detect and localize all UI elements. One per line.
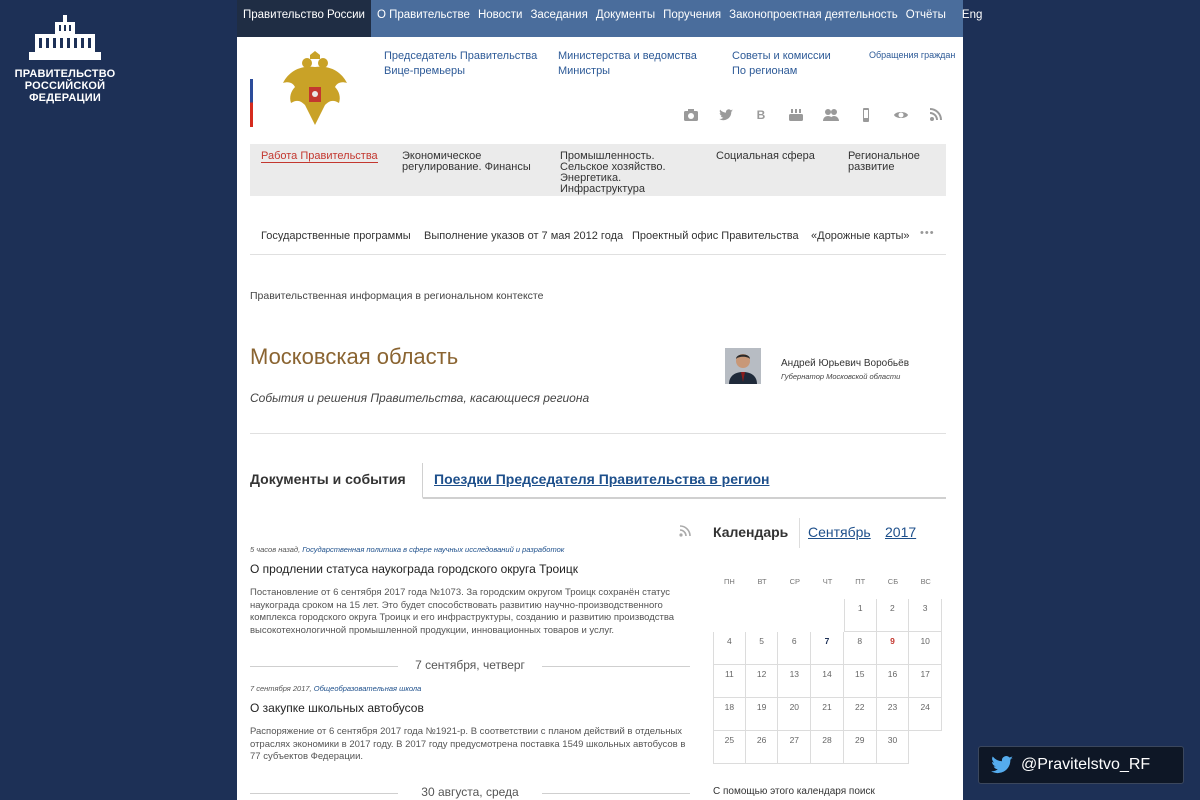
calendar-day-number: 5 bbox=[759, 636, 764, 646]
calendar-day-number: 23 bbox=[887, 702, 898, 712]
calendar-day-number: 3 bbox=[922, 603, 928, 613]
nav-instructions[interactable]: Поручения bbox=[663, 9, 722, 21]
link-chairman[interactable]: Председатель Правительства bbox=[384, 50, 538, 62]
calendar-day-number: 22 bbox=[855, 702, 865, 712]
calendar-header bbox=[713, 521, 945, 551]
calendar-day[interactable] bbox=[811, 698, 844, 731]
divider bbox=[250, 433, 946, 434]
calendar-day[interactable] bbox=[844, 731, 877, 764]
white-house-icon bbox=[25, 14, 105, 62]
vk-icon[interactable]: В bbox=[756, 108, 766, 122]
calendar-day bbox=[909, 731, 942, 764]
menu-government-work[interactable]: Работа Правительства bbox=[261, 150, 378, 162]
calendar-week bbox=[713, 698, 942, 731]
calendar-day bbox=[811, 599, 844, 632]
calendar-day[interactable] bbox=[746, 698, 779, 731]
calendar-day[interactable] bbox=[909, 599, 942, 632]
logo-line: РОССИЙСКОЙ bbox=[24, 80, 106, 92]
twitter-icon[interactable] bbox=[718, 108, 734, 122]
weekday-label: ВТ bbox=[757, 577, 767, 586]
people-icon[interactable] bbox=[823, 108, 839, 122]
menu-economy[interactable]: Экономическое регулирование. Финансы bbox=[402, 150, 531, 173]
calendar-day-number: 18 bbox=[724, 702, 735, 712]
calendar-weekdays bbox=[713, 577, 942, 595]
news-category-link[interactable]: Государственная политика в сфере научных исследований и разработок bbox=[302, 545, 565, 554]
calendar-year-selector[interactable]: 2017 bbox=[885, 524, 917, 540]
calendar-day[interactable] bbox=[877, 632, 910, 665]
calendar-day-number: 26 bbox=[756, 735, 767, 745]
link-regions[interactable]: По регионам bbox=[732, 65, 798, 77]
calendar-week bbox=[713, 632, 942, 665]
nav-about[interactable]: О Правительстве bbox=[376, 9, 470, 21]
weekday-label: ПН bbox=[723, 577, 735, 586]
calendar-days bbox=[713, 599, 942, 764]
top-navigation bbox=[237, 0, 983, 37]
calendar-day[interactable] bbox=[909, 632, 942, 665]
calendar-day[interactable] bbox=[713, 632, 746, 665]
nav-meetings[interactable]: Заседания bbox=[530, 9, 588, 21]
news-meta bbox=[250, 684, 690, 693]
calendar-day[interactable] bbox=[713, 731, 746, 764]
eye-icon[interactable] bbox=[893, 108, 909, 122]
nav-legislation[interactable]: Законопроектная деятельность bbox=[729, 9, 898, 21]
calendar-day[interactable] bbox=[778, 731, 811, 764]
news-title[interactable]: О закупке школьных автобусов bbox=[250, 701, 424, 715]
youtube-icon[interactable] bbox=[788, 108, 804, 122]
calendar-day-number: 17 bbox=[920, 669, 930, 679]
news-item bbox=[250, 684, 690, 764]
tricolor-stripe bbox=[250, 55, 253, 127]
calendar-day[interactable] bbox=[844, 599, 877, 632]
camera-icon[interactable] bbox=[683, 108, 699, 122]
governor-name: Андрей Юрьевич Воробьёв bbox=[781, 358, 910, 369]
news-time: 5 часов назад, bbox=[250, 545, 301, 554]
submenu-project-office[interactable]: Проектный офис Правительства bbox=[632, 230, 799, 242]
calendar-day[interactable] bbox=[844, 632, 877, 665]
twitter-handle: @Pravitelstvo_RF bbox=[1021, 756, 1151, 773]
calendar-day-number: 13 bbox=[789, 669, 800, 679]
calendar-day-number: 4 bbox=[726, 636, 732, 646]
calendar-day-number: 7 bbox=[824, 636, 830, 646]
calendar-day-number: 15 bbox=[855, 669, 865, 679]
calendar-day[interactable] bbox=[746, 731, 779, 764]
calendar-day bbox=[713, 599, 746, 632]
calendar-day-number: 14 bbox=[822, 669, 832, 679]
calendar-day[interactable] bbox=[778, 698, 811, 731]
calendar-day-number: 19 bbox=[756, 702, 767, 712]
site-header bbox=[237, 37, 963, 137]
calendar-day[interactable] bbox=[844, 698, 877, 731]
nav-english[interactable]: Eng bbox=[961, 9, 983, 21]
calendar-day-number: 8 bbox=[857, 636, 863, 646]
calendar-day-number: 12 bbox=[756, 669, 767, 679]
calendar-header-divider bbox=[799, 518, 800, 548]
main-page bbox=[237, 0, 983, 800]
content-tabs bbox=[250, 463, 946, 499]
social-icons bbox=[683, 108, 944, 122]
news-category-link[interactable]: Общеобразовательная школа bbox=[313, 684, 422, 693]
calendar-day[interactable] bbox=[811, 632, 844, 665]
more-icon[interactable]: ••• bbox=[920, 227, 935, 239]
calendar-title: Календарь bbox=[713, 524, 789, 540]
calendar-week bbox=[713, 599, 942, 632]
calendar-day[interactable] bbox=[877, 665, 910, 698]
calendar-day-number: 1 bbox=[857, 603, 863, 613]
breadcrumb: Правительственная информация в региональном контексте bbox=[250, 290, 544, 302]
calendar-day-number: 24 bbox=[920, 702, 930, 712]
calendar-day[interactable] bbox=[909, 698, 942, 731]
calendar-day bbox=[778, 599, 811, 632]
submenu-state-programs[interactable]: Государственные программы bbox=[261, 230, 411, 242]
calendar-day-number: 20 bbox=[789, 702, 800, 712]
calendar-widget bbox=[713, 521, 945, 797]
coat-of-arms-icon[interactable] bbox=[279, 51, 351, 129]
date-separator: 30 августа, среда bbox=[250, 785, 690, 799]
link-ministers[interactable]: Министры bbox=[558, 65, 611, 77]
twitter-icon bbox=[989, 754, 1015, 776]
tab-chairman-trips[interactable]: Поездки Председателя Правительства в регион bbox=[434, 471, 770, 487]
news-item bbox=[250, 545, 690, 637]
nav-reports[interactable]: Отчёты bbox=[905, 9, 946, 21]
calendar-day-number: 25 bbox=[724, 735, 735, 745]
header-links-col3 bbox=[732, 49, 831, 79]
governor-photo bbox=[725, 348, 761, 384]
header-links-col2 bbox=[558, 49, 697, 79]
calendar-day[interactable] bbox=[877, 731, 910, 764]
weekday-label: ПТ bbox=[855, 577, 866, 586]
calendar-day[interactable] bbox=[877, 599, 910, 632]
calendar-week bbox=[713, 731, 942, 764]
link-ministries[interactable]: Министерства и ведомства bbox=[558, 50, 697, 62]
weekday-label: ВС bbox=[920, 577, 931, 586]
calendar-day[interactable] bbox=[844, 665, 877, 698]
page-title: Московская область bbox=[250, 344, 459, 369]
header-links-col1 bbox=[384, 49, 537, 79]
calendar-day-number: 28 bbox=[822, 735, 832, 745]
menu-industry[interactable]: Промышленность. Сельское хозяйство. Энергетика. Инфраструктура bbox=[560, 150, 666, 195]
section-menu bbox=[250, 144, 946, 196]
calendar-month-selector[interactable]: Сентябрь bbox=[808, 524, 871, 540]
news-body: Распоряжение от 6 сентября 2017 года №1921-р. В соответствии с планом действий в отдельных отраслях экономики в 2017 году. В 2017 году предусмотрена поставка 1549 школьных автобусов в 77 субъектов Федерации. bbox=[250, 726, 686, 762]
calendar-day-number: 6 bbox=[791, 636, 797, 646]
tab-documents-events[interactable]: Документы и события bbox=[250, 463, 423, 499]
calendar-day-number: 16 bbox=[887, 669, 898, 679]
date-separator: 7 сентября, четверг bbox=[250, 658, 690, 672]
logo-line: ФЕДЕРАЦИИ bbox=[29, 92, 101, 104]
calendar-day-number: 2 bbox=[890, 603, 895, 613]
nav-government-russia[interactable]: Правительство России bbox=[237, 0, 371, 37]
link-councils[interactable]: Советы и комиссии bbox=[732, 50, 831, 62]
menu-regional[interactable]: Региональное развитие bbox=[848, 150, 920, 173]
link-citizen-appeals[interactable]: Обращения граждан bbox=[869, 50, 956, 60]
page-subtitle: События и решения Правительства, касающиеся региона bbox=[250, 391, 590, 405]
calendar-day[interactable] bbox=[746, 665, 779, 698]
news-time: 7 сентября 2017, bbox=[250, 684, 312, 693]
calendar-day[interactable] bbox=[811, 731, 844, 764]
sub-menu bbox=[250, 222, 946, 255]
calendar-day-number: 29 bbox=[855, 735, 865, 745]
submenu-decrees[interactable]: Выполнение указов от 7 мая 2012 года bbox=[424, 230, 624, 242]
submenu-roadmaps[interactable]: «Дорожные карты» bbox=[811, 230, 910, 242]
nav-documents[interactable]: Документы bbox=[595, 9, 656, 21]
calendar-day[interactable] bbox=[713, 698, 746, 731]
rss-icon[interactable] bbox=[928, 108, 944, 122]
news-meta bbox=[250, 545, 690, 554]
calendar-day-number: 21 bbox=[822, 702, 832, 712]
weekday-label: СР bbox=[789, 577, 800, 586]
news-title[interactable]: О продлении статуса наукограда городского округа Троицк bbox=[250, 562, 578, 576]
calendar-grid bbox=[713, 577, 942, 764]
calendar-day-number: 27 bbox=[789, 735, 800, 745]
logo-line: ПРАВИТЕЛЬСТВО bbox=[14, 68, 116, 80]
menu-social[interactable]: Социальная сфера bbox=[716, 150, 815, 162]
rss-icon[interactable] bbox=[679, 525, 691, 537]
calendar-day-number: 9 bbox=[890, 636, 895, 646]
governor-role: Губернатор Московской области bbox=[781, 372, 901, 381]
twitter-badge[interactable] bbox=[978, 746, 1184, 784]
calendar-day[interactable] bbox=[778, 632, 811, 665]
calendar-day bbox=[746, 599, 779, 632]
calendar-week bbox=[713, 665, 942, 698]
calendar-help: С помощью этого календаря поиск bbox=[713, 786, 875, 797]
calendar-day[interactable] bbox=[713, 665, 746, 698]
calendar-day[interactable] bbox=[811, 665, 844, 698]
calendar-day[interactable] bbox=[877, 698, 910, 731]
weekday-label: СБ bbox=[887, 577, 899, 586]
calendar-day-number: 30 bbox=[887, 735, 898, 745]
link-vice-premiers[interactable]: Вице-премьеры bbox=[384, 65, 466, 77]
government-logo[interactable] bbox=[14, 14, 116, 104]
calendar-day[interactable] bbox=[746, 632, 779, 665]
calendar-day[interactable] bbox=[778, 665, 811, 698]
calendar-day[interactable] bbox=[909, 665, 942, 698]
nav-news[interactable]: Новости bbox=[477, 9, 523, 21]
news-body: Постановление от 6 сентября 2017 года №1073. За городским округом Троицк сохранён статус наукограда сроком на 15 лет. Это будет способствовать развитию научно-производственного комплекса городского округа Троицк и его инфраструктуры, созданию и развитию производства высокотехнологичной промышленной продукции, инновационных товаров и услуг. bbox=[250, 587, 675, 636]
calendar-day-number: 10 bbox=[920, 636, 930, 646]
calendar-day-number: 11 bbox=[724, 669, 734, 679]
weekday-label: ЧТ bbox=[822, 577, 833, 586]
mobile-icon[interactable] bbox=[858, 108, 874, 122]
